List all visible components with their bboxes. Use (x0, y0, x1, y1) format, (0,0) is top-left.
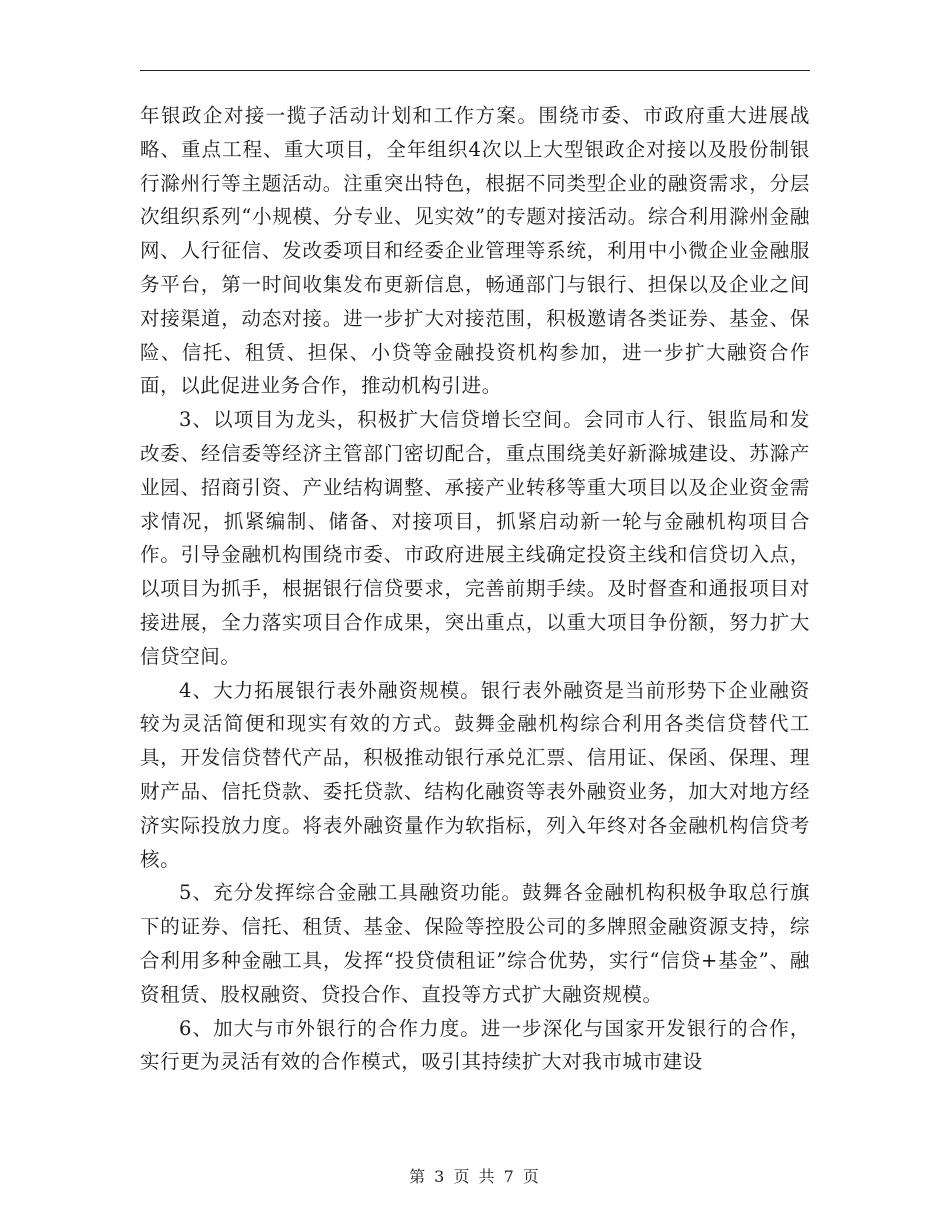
paragraph-5: 5、充分发挥综合金融工具融资功能。鼓舞各金融机构积极争取总行旗下的证券、信托、租赁、基金、保险等控股公司的多牌照金融资源支持，综合利用多种金融工具，发挥“投贷债租证”综合优势，实行“信贷+基金”、融资租赁、股权融资、贷投合作、直投等方式扩大融资规模。 (140, 881, 810, 1006)
page-footer: 第 3 页 共 7 页 (409, 1167, 541, 1186)
paragraph-3: 3、以项目为龙头，积极扩大信贷增长空间。会同市人行、银监局和发改委、经信委等经济主管部门密切配合，重点围绕美好新滁城建设、苏滁产业园、招商引资、产业结构调整、承接产业转移等重大项目以及企业资金需求情况，抓紧编制、储备、对接项目，抓紧启动新一轮与金融机构项目合作。引导金融机构围绕市委、市政府进展主线确定投资主线和信贷切入点，以项目为抓手，根据银行信贷要求，完善前期手续。及时督查和通报项目对接进展，全力落实项目合作成果，突出重点，以重大项目争份额，努力扩大信贷空间。 (140, 408, 810, 668)
paragraph-6: 6、加大与市外银行的合作力度。进一步深化与国家开发银行的合作，实行更为灵活有效的合作模式，吸引其持续扩大对我市城市建设 (140, 1016, 810, 1074)
paragraph-4: 4、大力拓展银行表外融资规模。银行表外融资是当前形势下企业融资较为灵活简便和现实有效的方式。鼓舞金融机构综合利用各类信贷替代工具，开发信贷替代产品，积极推动银行承兑汇票、信用证、保函、保理、理财产品、信托贷款、委托贷款、结构化融资等表外融资业务，加大对地方经济实际投放力度。将表外融资量作为软指标，列入年终对各金融机构信贷考核。 (140, 678, 810, 871)
document-body (140, 99, 810, 1079)
header-rule (140, 70, 810, 71)
paragraph-continued: 年银政企对接一揽子活动计划和工作方案。围绕市委、市政府重大进展战略、重点工程、重大项目，全年组织4次以上大型银政企对接以及股份制银行滁州行等主题活动。注重突出特色，根据不同类型企业的融资需求，分层次组织系列“小规模、分专业、见实效”的专题对接活动。综合利用滁州金融网、人行征信、发改委项目和经委企业管理等系统，利用中小微企业金融服务平台，第一时间收集发布更新信息，畅通部门与银行、担保以及企业之间对接渠道，动态对接。进一步扩大对接范围，积极邀请各类证券、基金、保险、信托、租赁、担保、小贷等金融投资机构参加，进一步扩大融资合作面，以此促进业务合作，推动机构引进。 (140, 104, 810, 398)
